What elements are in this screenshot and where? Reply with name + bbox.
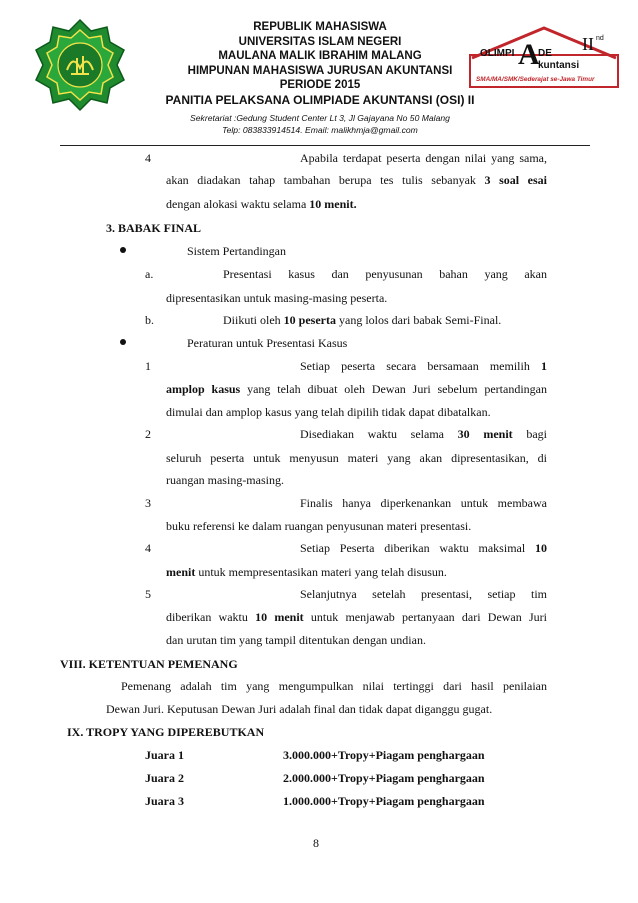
rule-1-line-1: Setiap peserta secara bersamaan memilih 1 [300, 359, 547, 373]
logo-word-de: DE [538, 48, 552, 59]
item-a-label: a. [145, 267, 154, 281]
logo-roman-ii: II [582, 34, 594, 54]
logo-tagline: SMA/MA/SMK/Sederajat se-Jawa Timur [476, 76, 595, 83]
logo-word-kuntansi: kuntansi [538, 60, 580, 71]
item-4-line-3: dengan alokasi waktu selama 10 menit. [166, 197, 357, 211]
letterhead-contact: Telp: 083833914514. Email: malikhmja@gmail.com [222, 125, 418, 135]
logo-letter-a: A [518, 38, 540, 71]
prize-value-1: 3.000.000+Tropy+Piagam penghargaan [283, 748, 485, 762]
rule-1-line-2: amplop kasus yang telah dibuat oleh Dewan Juri sebelum pertandingan [166, 382, 547, 396]
prize-rank-1: Juara 1 [145, 748, 184, 762]
rule-1-number: 1 [145, 359, 151, 373]
letterhead [0, 0, 638, 148]
rule-2-line-1: Disediakan waktu selama 30 menit bagi [300, 427, 548, 441]
rule-4-line-2: menit untuk mempresentasikan materi yang telah disusun. [166, 565, 447, 579]
prize-rank-2: Juara 2 [145, 771, 184, 785]
bullet-icon [120, 247, 126, 253]
rule-2-number: 2 [145, 427, 151, 441]
rule-4-line-1: Setiap Peserta diberikan waktu maksimal 10 [300, 541, 547, 555]
item-a-line-2: dipresentasikan untuk masing-masing peserta. [166, 291, 388, 305]
item-b-label: b. [145, 313, 154, 327]
logo-word-olimpi: OLIMPI [480, 48, 515, 59]
rule-5-line-2: diberikan waktu 10 menit untuk menjawab pertanyaan dari Dewan Juri [166, 610, 547, 624]
section-8-line-1: Pemenang adalah tim yang mengumpulkan nilai tertinggi dari hasil penilaian [121, 679, 547, 693]
page-number: 8 [313, 836, 319, 850]
rule-3-number: 3 [145, 496, 151, 510]
rule-2-line-3: ruangan masing-masing. [166, 473, 284, 487]
rule-5-number: 5 [145, 587, 151, 601]
letterhead-line-2: UNIVERSITAS ISLAM NEGERI [238, 35, 402, 48]
rule-3-line-2: buku referensi ke dalam ruangan penyusunan materi presentasi. [166, 519, 472, 533]
section-8-line-2: Dewan Juri. Keputusan Dewan Juri adalah final dan tidak dapat diganggu gugat. [106, 702, 493, 716]
university-emblem-icon [33, 18, 127, 112]
letterhead-line-5: PERIODE 2015 [279, 79, 361, 92]
rule-4-number: 4 [145, 541, 151, 555]
rule-3-line-1: Finalis hanya diperkenankan untuk membawa [300, 496, 547, 510]
section-3-title: 3. BABAK FINAL [106, 221, 202, 235]
olimpiade-logo [468, 24, 620, 90]
section-9-title: IX. TROPY YANG DIPEREBUTKAN [67, 725, 265, 739]
letterhead-line-6: PANITIA PELAKSANA OLIMPIADE AKUNTANSI (OSI) II [165, 92, 475, 107]
logo-suffix-nd: nd [596, 35, 604, 42]
rule-2-line-2: seluruh peserta untuk menyusun materi yang akan dipresentasikan, di [166, 451, 547, 465]
item-4-line-1: Apabila terdapat peserta dengan nilai yang sama, [300, 151, 547, 165]
prize-rank-3: Juara 3 [145, 794, 184, 808]
bullet-1-text: Sistem Pertandingan [187, 244, 286, 258]
letterhead-title-block [140, 20, 500, 108]
rule-1-line-3: dimulai dan amplop kasus yang telah dipilih tidak dapat dibatalkan. [166, 405, 491, 419]
letterhead-divider [60, 145, 590, 146]
letterhead-line-1: REPUBLIK MAHASISWA [253, 21, 387, 33]
letterhead-line-4: HIMPUNAN MAHASISWA JURUSAN AKUNTANSI [187, 64, 453, 77]
prize-value-3: 1.000.000+Tropy+Piagam penghargaan [283, 794, 485, 808]
rule-5-line-3: dan urutan tim yang tampil ditentukan dengan undian. [166, 633, 426, 647]
item-4-line-2: akan diadakan tahap tambahan berupa tes tulis sebanyak 3 soal esai [166, 173, 547, 187]
letterhead-address: Sekretariat :Gedung Student Center Lt 3, Jl Gajayana No 50 Malang [190, 113, 450, 123]
letterhead-contact-block [140, 112, 500, 136]
letterhead-line-3: MAULANA MALIK IBRAHIM MALANG [218, 50, 422, 63]
item-b-line-1: Diikuti oleh 10 peserta yang lolos dari babak Semi-Final. [223, 313, 502, 327]
item-4-number: 4 [145, 151, 151, 165]
rule-5-line-1: Selanjutnya setelah presentasi, setiap tim [300, 587, 547, 601]
section-8-title: VIII. KETENTUAN PEMENANG [60, 657, 238, 671]
prize-value-2: 2.000.000+Tropy+Piagam penghargaan [283, 771, 485, 785]
item-a-line-1: Presentasi kasus dan penyusunan bahan yang akan [223, 267, 547, 281]
bullet-2-text: Peraturan untuk Presentasi Kasus [187, 336, 348, 350]
bullet-icon [120, 339, 126, 345]
